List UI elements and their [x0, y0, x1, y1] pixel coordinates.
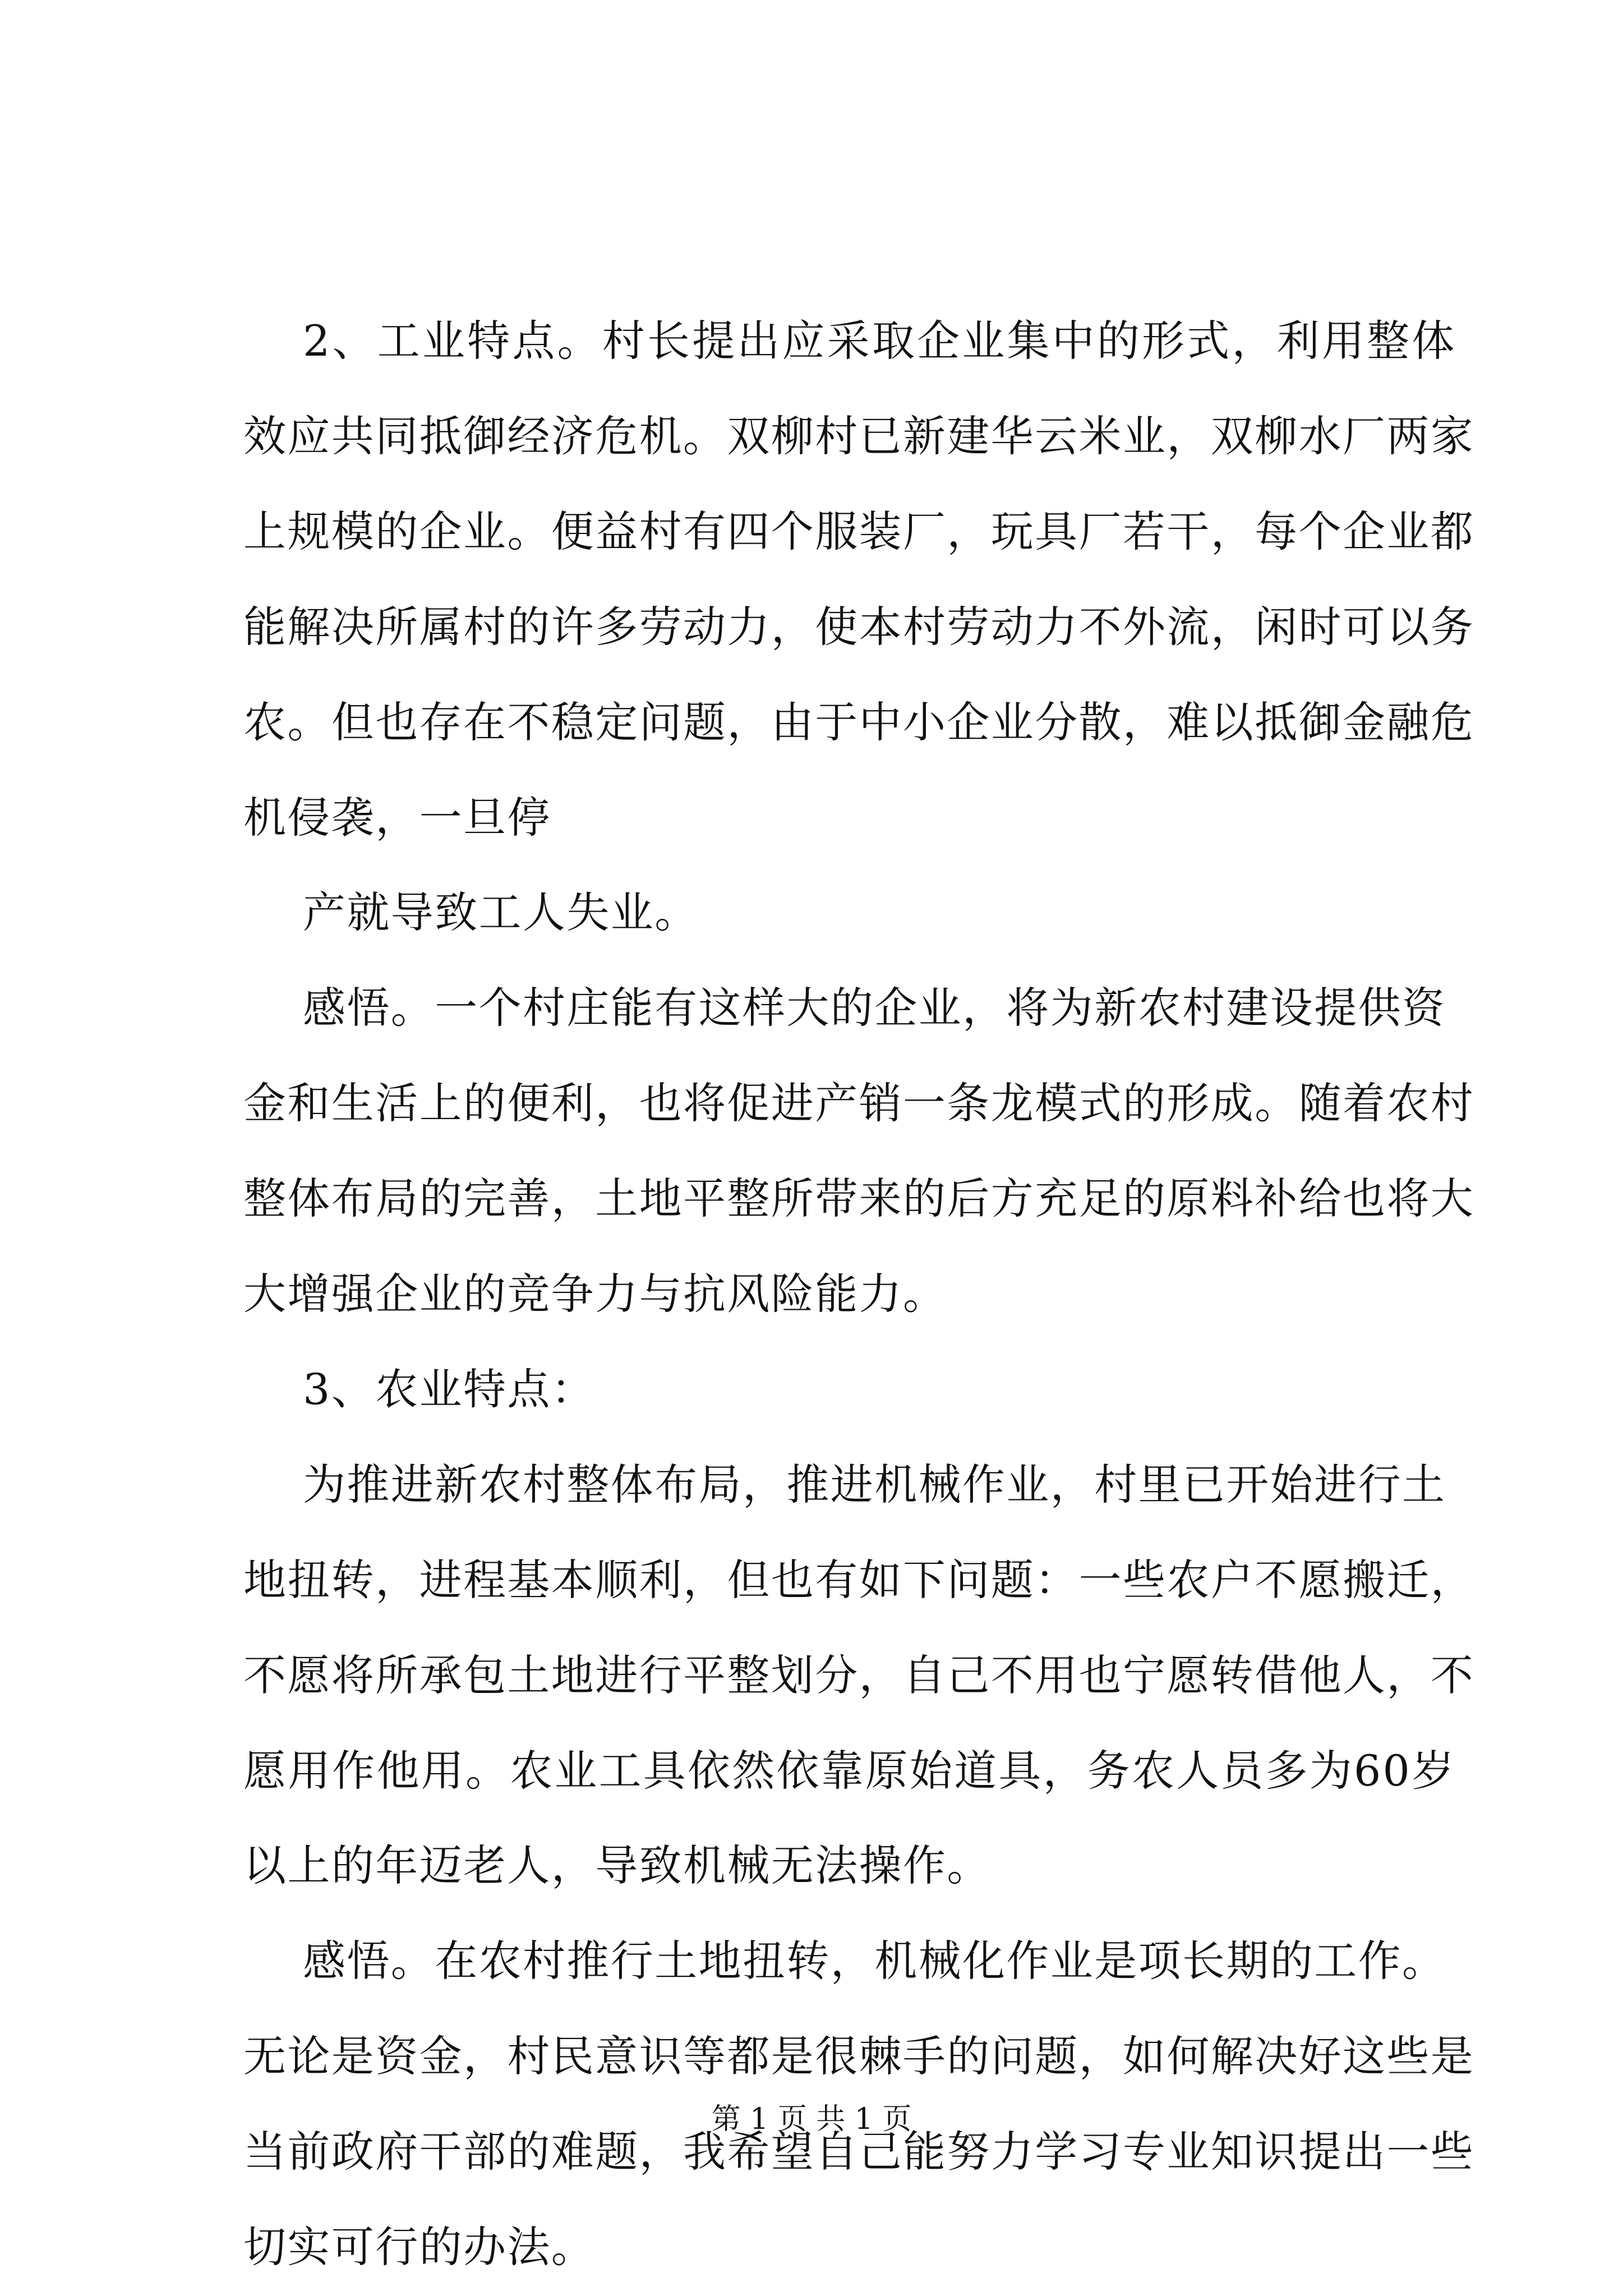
page-number-footer: 第 1 页 共 1 页 [711, 2102, 912, 2136]
text-line: 整体布局的完善，土地平整所带来的后方充足的原料补给也将大 [243, 1174, 1475, 1224]
text-line: 切实可行的办法。 [243, 2222, 596, 2272]
text-line: 机侵袭，一旦停 [243, 792, 551, 843]
text-line: 农。但也存在不稳定问题，由于中小企业分散，难以抵御金融危 [243, 697, 1475, 747]
text-line: 为推进新农村整体布局，推进机械作业，村里已开始进行土 [303, 1459, 1446, 1510]
text-line: 3、农业特点： [303, 1364, 596, 1414]
text-line: 地扭转，进程基本顺利，但也有如下问题：一些农户不愿搬迁， [243, 1554, 1475, 1605]
text-line: 2、工业特点。村长提出应采取企业集中的形式，利用整体 [303, 316, 1457, 366]
text-line: 效应共同抵御经济危机。双柳村已新建华云米业，双柳水厂两家 [243, 411, 1475, 461]
text-line: 当前政府干部的难题，我希望自己能努力学习专业知识提出一些 [243, 2127, 1475, 2177]
text-line: 产就导致工人失业。 [303, 887, 699, 938]
text-line: 感悟。在农村推行土地扭转，机械化作业是项长期的工作。 [303, 1936, 1446, 1986]
text-line: 上规模的企业。便益村有四个服装厂，玩具厂若干，每个企业都 [243, 506, 1475, 556]
text-line: 愿用作他用。农业工具依然依靠原始道具，务农人员多为60岁 [243, 1745, 1456, 1796]
text-line: 大增强企业的竞争力与抗风险能力。 [243, 1269, 947, 1319]
text-line: 能解决所属村的许多劳动力，使本村劳动力不外流，闲时可以务 [243, 601, 1475, 652]
text-line: 无论是资金，村民意识等都是很棘手的问题，如何解决好这些是 [243, 2031, 1475, 2082]
text-line: 不愿将所承包土地进行平整划分，自己不用也宁愿转借他人，不 [243, 1650, 1475, 1700]
text-line: 金和生活上的便利，也将促进产销一条龙模式的形成。随着农村 [243, 1078, 1475, 1129]
text-line: 以上的年迈老人，导致机械无法操作。 [243, 1841, 991, 1891]
text-line: 感悟。一个村庄能有这样大的企业，将为新农村建设提供资 [303, 983, 1446, 1033]
